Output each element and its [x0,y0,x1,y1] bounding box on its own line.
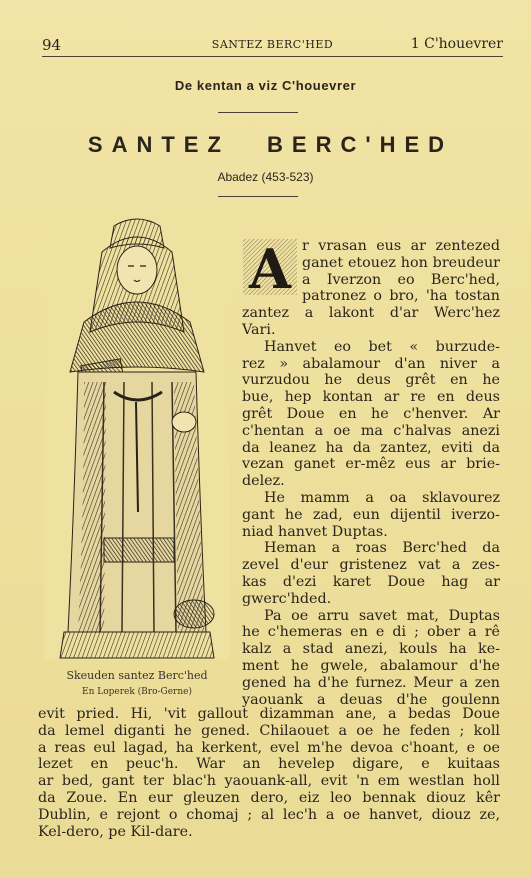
text-line: ar bed, gant ter blac'h yaouank-all, evit 'n em westlan holl [38,773,500,790]
text-line: ment he gwele, abalamour d'he [242,657,500,674]
text-line: gwerc'hded. [242,590,332,607]
text-line: gant he zad, eun dijentil iverzo- [242,506,500,523]
text-line: He mamm a oa sklavourez [264,489,500,506]
section-title: De kentan a viz C'houevrer [174,78,357,93]
body-text-full [38,706,500,840]
caption-line: Skeuden santez Berc'hed [66,669,208,682]
text-line: rez » abalamour d'an niver a [242,355,500,372]
body-text-column [242,238,500,708]
text-line: zantez a lakont d'ar Werc'hez [242,305,500,322]
statue-illustration [44,212,230,660]
text-line: zevel d'eur gristenez vat a zes- [242,557,500,574]
text-line: Heman a roas Berc'hed da [264,540,500,557]
text-line: r vrasan eus ar zentezed [302,238,500,254]
divider [218,112,298,113]
text-line: vurzudou he deus grêt en he [242,372,500,389]
text-line: Kel-dero, pe Kil-dare. [38,823,193,840]
svg-text:A: A [249,238,291,296]
header-month: 1 C'houevrer [410,36,503,52]
text-line: da lemel diganti he gened. Chilaouet a oe he feden ; koll [38,722,500,739]
text-line: Vari. [242,321,276,338]
running-title: SANTEZ BERC'HED [211,38,334,51]
text-line: lezet en peuc'h. War an hevelep digare, e kuitaas [38,756,500,773]
divider [218,196,298,197]
text-line: he c'hemeras en e di ; ober a rê [242,624,500,641]
text-line: bue, hep kontan ar re en deus [242,389,500,406]
text-line: a reas eul lagad, ha kerkent, evel m'he devoa c'hoant, e oe [38,739,500,756]
text-line: evit pried. Hi, 'vit gallout dizamman ane, a bedas Doue [38,706,500,722]
subtitle: Abadez (453-523) [217,170,314,184]
text-line: c'hentan a oe ma c'halvas anezi [242,422,500,439]
text-line: Pa oe arru savet mat, Duptas [264,607,500,624]
saint-title: SANTEZ BERC'HED [87,132,454,157]
running-header [42,34,503,57]
text-line: vezan ganet er-mêz eus ar brie- [242,456,500,473]
text-line: niad hanvet Duptas. [242,523,388,540]
text-line: grêt Doue en he c'henver. Ar [242,405,500,422]
caption-location: En Loperek (Bro-Gerne) [82,687,192,697]
text-line: kalz a stad anezi, kouls ha ke- [242,641,500,658]
text-line: ganet etouez hon breudeur [302,254,500,271]
figure-caption [44,668,230,700]
text-line: da Zoue. En eur gleuzen dero, eiz leo bennak diouz kêr [38,789,500,806]
text-line: da leanez ha da zantez, eviti da [242,439,500,456]
text-line: a Iverzon eo Berc'hed, [302,271,500,288]
text-line: patronez o bro, 'ha tostan [302,288,500,305]
text-line: Dublin, e rejont o chomaj ; al lec'h a oe hanvet, diouz ze, [38,806,500,823]
page-number: 94 [42,36,62,54]
text-line: yaouank a deuas d'he goulenn [242,691,500,708]
text-line: delez. [242,473,285,490]
text-line: gened ha d'he furnez. Meur a zen [242,674,500,691]
text-line: Hanvet eo bet « burzude- [264,338,500,355]
text-line: kas d'ezi karet Doue hag ar [242,573,500,590]
